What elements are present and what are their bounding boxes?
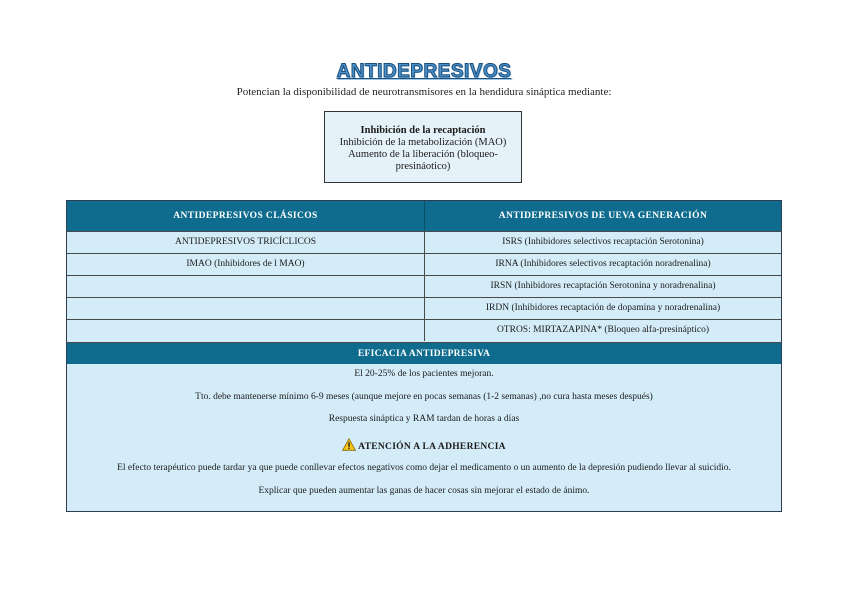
- page-title: ANTIDEPRESIVOS: [336, 61, 512, 82]
- table-row: [67, 231, 781, 253]
- warning-icon: [342, 438, 356, 454]
- patient-advice: Explicar que pueden aumentar las ganas de hacer cosas sin mejorar el estado de ánimo.: [258, 486, 590, 496]
- new-gen-cell: ISRS (Inhibidores selectivos recaptación Serotonina): [502, 237, 704, 247]
- table-row: [67, 319, 781, 341]
- antidepressants-table: [66, 200, 782, 512]
- header-classic: ANTIDEPRESIVOS CLÁSICOS: [67, 201, 425, 231]
- efficacy-rate: El 20-25% de los pacientes mejoran.: [354, 369, 494, 379]
- classic-cell: ANTIDEPRESIVOS TRICÍCLICOS: [67, 232, 425, 253]
- efficacy-header: EFICACIA ANTIDEPRESIVA: [67, 342, 781, 364]
- header-new-generation: ANTIDEPRESIVOS DE UEVA GENERACIÓN: [498, 211, 708, 221]
- classic-cell: IMAO (Inhibidores de l MAO): [67, 254, 425, 275]
- therapeutic-delay: El efecto terapéutico puede tardar ya que puede conllevar efectos negativos como dejar el medicamento o un aumento de la depresión pudiendo llevar al suicidio.: [117, 463, 731, 473]
- mechanism-metabolization: Inhibición de la metabolización (MAO): [339, 137, 507, 148]
- new-gen-cell: IRDN (Inhibidores recaptación de dopamina y noradrenalina): [485, 303, 721, 313]
- classic-cell: [67, 276, 425, 297]
- table-row: [67, 297, 781, 319]
- classic-cell: [67, 320, 425, 341]
- mechanism-release-cont: presináotico): [395, 161, 451, 172]
- table-row: [67, 275, 781, 297]
- mechanism-reuptake: Inhibición de la recaptación: [360, 125, 486, 136]
- classic-cell: [67, 298, 425, 319]
- adherence-warning: [67, 438, 781, 454]
- table-row: [67, 253, 781, 275]
- response-time: Respuesta sináptica y RAM tardan de horas a días: [328, 414, 520, 424]
- mechanism-release: Aumento de la liberación (bloqueo-: [348, 149, 498, 160]
- new-gen-cell: IRSN (Inhibidores recaptación Serotonina y noradrenalina): [490, 281, 716, 291]
- mechanisms-box: [324, 111, 522, 183]
- adherence-warning-label: ATENCIÓN A LA ADHERENCIA: [358, 442, 506, 452]
- treatment-duration: Tto. debe mantenerse mínimo 6-9 meses (aunque mejore en pocas semanas (1-2 semanas) ,no cura hasta meses después): [195, 392, 653, 402]
- subtitle: Potencian la disponibilidad de neurotransmisores en la hendidura sináptica mediante:: [236, 86, 612, 98]
- new-gen-cell: OTROS: MIRTAZAPINA* (Bloqueo alfa-presináptico): [496, 325, 710, 335]
- table-header: [67, 201, 781, 231]
- new-gen-cell: IRNA (Inhibidores selectivos recaptación noradrenalina): [495, 259, 711, 269]
